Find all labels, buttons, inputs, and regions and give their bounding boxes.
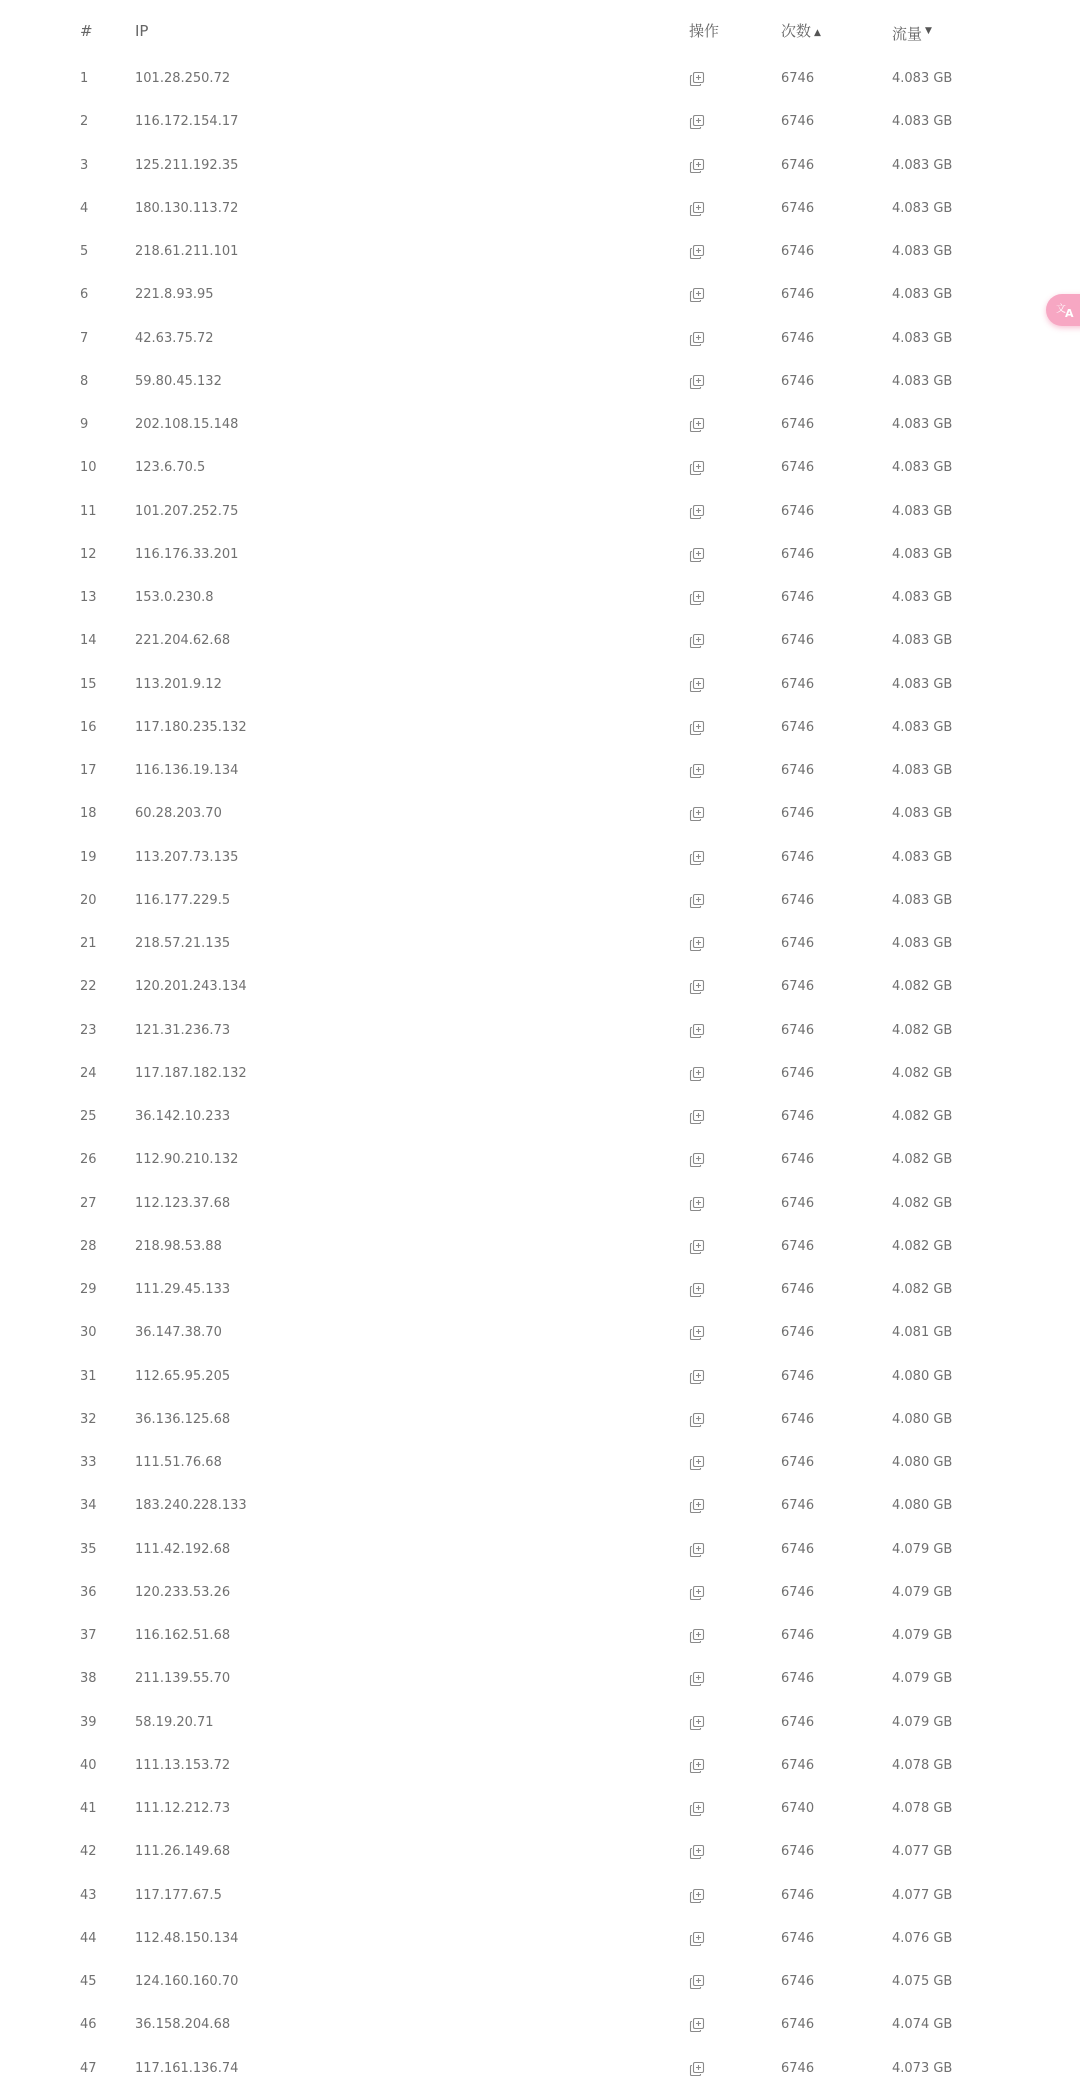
table-row [0, 1965, 1080, 2008]
table-row [0, 1360, 1080, 1403]
row-flow: 4.082 GB [892, 1022, 953, 1038]
row-ip: 180.130.113.72 [135, 200, 239, 216]
table-row [0, 149, 1080, 192]
row-ip: 125.211.192.35 [135, 157, 239, 173]
row-flow: 4.082 GB [892, 1109, 953, 1124]
row-ip: 116.136.19.134 [135, 763, 239, 778]
row-ip: 111.51.76.68 [135, 1455, 222, 1470]
row-index: 43 [80, 1887, 97, 1903]
row-count: 6746 [781, 633, 815, 649]
row-index: 32 [80, 1411, 97, 1427]
row-flow: 4.083 GB [892, 633, 953, 649]
copy-icon[interactable] [689, 1455, 705, 1471]
row-ip: 113.201.9.12 [135, 676, 222, 692]
copy-icon[interactable] [689, 1109, 705, 1125]
column-header-index: # [80, 22, 93, 40]
row-index: 45 [80, 1974, 97, 1989]
row-ip: 211.139.55.70 [135, 1671, 231, 1687]
row-ip: 202.108.15.148 [135, 417, 239, 432]
table-row [0, 408, 1080, 451]
row-index: 2 [80, 114, 89, 130]
copy-icon[interactable] [689, 1023, 705, 1039]
copy-icon[interactable] [689, 677, 705, 693]
row-flow: 4.083 GB [892, 806, 953, 822]
row-index: 36 [80, 1584, 97, 1600]
row-index: 37 [80, 1628, 97, 1643]
row-index: 40 [80, 1757, 97, 1773]
row-ip: 117.161.136.74 [135, 2060, 239, 2076]
row-ip: 59.80.45.132 [135, 373, 222, 389]
row-count: 6746 [781, 1757, 815, 1773]
row-flow: 4.083 GB [892, 417, 953, 432]
table-row [0, 1576, 1080, 1619]
row-flow: 4.080 GB [892, 1411, 953, 1427]
row-count: 6746 [781, 1974, 815, 1989]
table-row [0, 884, 1080, 927]
row-index: 16 [80, 719, 97, 735]
row-flow: 4.083 GB [892, 244, 953, 259]
copy-icon[interactable] [689, 504, 705, 520]
copy-icon[interactable] [689, 1412, 705, 1428]
row-count: 6746 [781, 1714, 815, 1730]
row-flow: 4.083 GB [892, 157, 953, 173]
row-flow: 4.083 GB [892, 719, 953, 735]
copy-icon[interactable] [689, 1671, 705, 1687]
copy-icon[interactable] [689, 1844, 705, 1860]
row-count: 6746 [781, 1541, 815, 1557]
row-flow: 4.083 GB [892, 892, 953, 908]
row-flow: 4.078 GB [892, 1757, 953, 1773]
row-index: 7 [80, 330, 89, 346]
row-flow: 4.081 GB [892, 1325, 953, 1341]
row-count: 6746 [781, 460, 815, 476]
row-ip: 112.48.150.134 [135, 1930, 239, 1946]
row-index: 38 [80, 1671, 97, 1687]
copy-icon[interactable] [689, 1974, 705, 1990]
table-row [0, 2052, 1080, 2095]
row-count: 6746 [781, 1282, 815, 1297]
copy-icon[interactable] [689, 71, 705, 87]
row-ip: 112.65.95.205 [135, 1368, 231, 1384]
row-ip: 124.160.160.70 [135, 1974, 239, 1989]
table-row [0, 1100, 1080, 1143]
row-count: 6746 [781, 979, 815, 995]
row-count: 6746 [781, 244, 815, 259]
row-flow: 4.082 GB [892, 1282, 953, 1297]
row-flow: 4.082 GB [892, 1065, 953, 1081]
table-row [0, 711, 1080, 754]
table-row [0, 668, 1080, 711]
row-index: 6 [80, 287, 89, 303]
row-index: 4 [80, 200, 89, 216]
row-flow: 4.074 GB [892, 2017, 953, 2033]
table-row [0, 1446, 1080, 1489]
sort-asc-icon[interactable]: ▲ [814, 28, 821, 38]
row-index: 25 [80, 1109, 97, 1124]
row-index: 13 [80, 590, 97, 605]
row-ip: 60.28.203.70 [135, 806, 222, 822]
copy-icon[interactable] [689, 201, 705, 217]
row-flow: 4.083 GB [892, 590, 953, 605]
copy-icon[interactable] [689, 979, 705, 995]
copy-icon[interactable] [689, 806, 705, 822]
row-count: 6746 [781, 892, 815, 908]
svg-text:A: A [1065, 307, 1074, 320]
row-ip: 121.31.236.73 [135, 1022, 231, 1038]
table-row [0, 1403, 1080, 1446]
row-index: 3 [80, 157, 89, 173]
row-flow: 4.077 GB [892, 1844, 953, 1860]
row-flow: 4.077 GB [892, 1887, 953, 1903]
copy-icon[interactable] [689, 417, 705, 433]
row-flow: 4.079 GB [892, 1671, 953, 1687]
row-flow: 4.083 GB [892, 546, 953, 562]
row-flow: 4.080 GB [892, 1455, 953, 1470]
row-flow: 4.075 GB [892, 1974, 953, 1989]
row-count: 6746 [781, 1368, 815, 1384]
column-header-flow-label: 流量 [892, 25, 923, 43]
row-ip: 116.177.229.5 [135, 892, 231, 908]
row-ip: 112.123.37.68 [135, 1195, 231, 1211]
table-body [0, 62, 1080, 2095]
table-row [0, 1489, 1080, 1532]
row-ip: 116.162.51.68 [135, 1628, 231, 1643]
row-count: 6746 [781, 114, 815, 130]
row-ip: 111.12.212.73 [135, 1801, 231, 1816]
copy-icon[interactable] [689, 1152, 705, 1168]
table-row [0, 1879, 1080, 1922]
row-index: 26 [80, 1152, 97, 1168]
row-ip: 111.13.153.72 [135, 1757, 231, 1773]
row-flow: 4.083 GB [892, 460, 953, 476]
copy-icon[interactable] [689, 1888, 705, 1904]
row-count: 6746 [781, 546, 815, 562]
copy-icon[interactable] [689, 547, 705, 563]
row-flow: 4.083 GB [892, 503, 953, 519]
copy-icon[interactable] [689, 1066, 705, 1082]
row-flow: 4.079 GB [892, 1628, 953, 1643]
row-index: 27 [80, 1195, 97, 1211]
row-count: 6746 [781, 676, 815, 692]
row-count: 6740 [781, 1801, 815, 1816]
row-index: 24 [80, 1065, 97, 1081]
column-header-count[interactable] [781, 20, 821, 44]
table-row [0, 1014, 1080, 1057]
row-ip: 120.201.243.134 [135, 979, 247, 995]
row-flow: 4.080 GB [892, 1498, 953, 1514]
row-count: 6746 [781, 806, 815, 822]
row-index: 19 [80, 849, 97, 865]
row-ip: 36.142.10.233 [135, 1109, 231, 1124]
row-flow: 4.073 GB [892, 2060, 953, 2076]
copy-icon[interactable] [689, 331, 705, 347]
table-row [0, 1706, 1080, 1749]
row-index: 18 [80, 806, 97, 822]
copy-icon[interactable] [689, 1282, 705, 1298]
row-flow: 4.079 GB [892, 1714, 953, 1730]
table-row [0, 2008, 1080, 2051]
row-ip: 117.180.235.132 [135, 719, 247, 735]
translate-button[interactable] [1046, 294, 1080, 326]
copy-icon[interactable] [689, 1628, 705, 1644]
row-flow: 4.082 GB [892, 979, 953, 995]
copy-icon[interactable] [689, 1498, 705, 1514]
row-ip: 101.207.252.75 [135, 503, 239, 519]
copy-icon[interactable] [689, 2061, 705, 2077]
table-row [0, 1187, 1080, 1230]
row-flow: 4.082 GB [892, 1195, 953, 1211]
row-index: 23 [80, 1022, 97, 1038]
row-ip: 111.26.149.68 [135, 1844, 231, 1860]
row-count: 6746 [781, 287, 815, 303]
table-row [0, 538, 1080, 581]
row-flow: 4.083 GB [892, 330, 953, 346]
row-flow: 4.083 GB [892, 287, 953, 303]
table-row [0, 624, 1080, 667]
table-row [0, 1619, 1080, 1662]
row-index: 22 [80, 979, 97, 995]
row-count: 6746 [781, 1844, 815, 1860]
copy-icon[interactable] [689, 158, 705, 174]
copy-icon[interactable] [689, 1542, 705, 1558]
copy-icon[interactable] [689, 244, 705, 260]
copy-icon[interactable] [689, 1715, 705, 1731]
row-ip: 111.29.45.133 [135, 1282, 231, 1297]
row-ip: 218.61.211.101 [135, 244, 239, 259]
row-count: 6746 [781, 2060, 815, 2076]
table-row [0, 581, 1080, 624]
table-row [0, 1792, 1080, 1835]
row-flow: 4.076 GB [892, 1930, 953, 1946]
table-row [0, 451, 1080, 494]
row-ip: 112.90.210.132 [135, 1152, 239, 1168]
row-flow: 4.083 GB [892, 849, 953, 865]
row-flow: 4.082 GB [892, 1238, 953, 1254]
row-flow: 4.083 GB [892, 936, 953, 951]
row-index: 28 [80, 1238, 97, 1254]
row-index: 46 [80, 2017, 97, 2033]
table-row [0, 105, 1080, 148]
row-index: 33 [80, 1455, 97, 1470]
row-count: 6746 [781, 1887, 815, 1903]
row-ip: 117.177.67.5 [135, 1887, 222, 1903]
row-count: 6746 [781, 330, 815, 346]
table-row [0, 1922, 1080, 1965]
table-row [0, 365, 1080, 408]
row-count: 6746 [781, 1584, 815, 1600]
table-row [0, 1143, 1080, 1186]
copy-icon[interactable] [689, 374, 705, 390]
row-index: 15 [80, 676, 97, 692]
row-index: 17 [80, 763, 97, 778]
row-count: 6746 [781, 157, 815, 173]
copy-icon[interactable] [689, 936, 705, 952]
row-index: 30 [80, 1325, 97, 1341]
table-row [0, 1533, 1080, 1576]
row-ip: 120.233.53.26 [135, 1584, 231, 1600]
copy-icon[interactable] [689, 633, 705, 649]
row-count: 6746 [781, 1065, 815, 1081]
copy-icon[interactable] [689, 763, 705, 779]
copy-icon[interactable] [689, 590, 705, 606]
copy-icon[interactable] [689, 1325, 705, 1341]
row-count: 6746 [781, 1238, 815, 1254]
copy-icon[interactable] [689, 2017, 705, 2033]
row-count: 6746 [781, 1628, 815, 1643]
row-count: 6746 [781, 373, 815, 389]
table-row [0, 1230, 1080, 1273]
table-row [0, 495, 1080, 538]
row-count: 6746 [781, 71, 815, 86]
row-count: 6746 [781, 1930, 815, 1946]
row-index: 35 [80, 1541, 97, 1557]
row-count: 6746 [781, 503, 815, 519]
row-count: 6746 [781, 1325, 815, 1341]
copy-icon[interactable] [689, 893, 705, 909]
row-index: 21 [80, 936, 97, 951]
row-count: 6746 [781, 2017, 815, 2033]
row-ip: 183.240.228.133 [135, 1498, 247, 1514]
table-row [0, 970, 1080, 1013]
table-row [0, 278, 1080, 321]
row-ip: 36.136.125.68 [135, 1411, 231, 1427]
row-ip: 36.147.38.70 [135, 1325, 222, 1341]
table-row [0, 1273, 1080, 1316]
row-ip: 123.6.70.5 [135, 460, 206, 476]
row-ip: 221.8.93.95 [135, 287, 214, 303]
row-ip: 218.57.21.135 [135, 936, 231, 951]
copy-icon[interactable] [689, 460, 705, 476]
table-row [0, 1835, 1080, 1878]
row-ip: 153.0.230.8 [135, 590, 214, 605]
row-ip: 221.204.62.68 [135, 633, 231, 649]
table-row [0, 841, 1080, 884]
table-header [0, 0, 1080, 62]
row-index: 1 [80, 71, 89, 86]
row-ip: 58.19.20.71 [135, 1714, 214, 1730]
row-ip: 113.207.73.135 [135, 849, 239, 865]
row-index: 14 [80, 633, 97, 649]
row-ip: 116.172.154.17 [135, 114, 239, 130]
table-row [0, 235, 1080, 278]
row-ip: 116.176.33.201 [135, 546, 239, 562]
row-flow: 4.083 GB [892, 763, 953, 778]
row-count: 6746 [781, 849, 815, 865]
copy-icon[interactable] [689, 1585, 705, 1601]
row-ip: 111.42.192.68 [135, 1541, 231, 1557]
table-row [0, 1057, 1080, 1100]
row-count: 6746 [781, 719, 815, 735]
row-flow: 4.079 GB [892, 1584, 953, 1600]
table-row [0, 927, 1080, 970]
row-flow: 4.083 GB [892, 373, 953, 389]
row-index: 8 [80, 373, 89, 389]
row-ip: 36.158.204.68 [135, 2017, 231, 2033]
column-header-action: 操作 [689, 22, 720, 40]
table-row [0, 754, 1080, 797]
copy-icon[interactable] [689, 1239, 705, 1255]
row-flow: 4.078 GB [892, 1801, 953, 1816]
row-index: 34 [80, 1498, 97, 1514]
row-index: 39 [80, 1714, 97, 1730]
row-index: 44 [80, 1930, 97, 1946]
row-index: 9 [80, 417, 89, 432]
row-index: 20 [80, 892, 97, 908]
table-row [0, 62, 1080, 105]
row-ip: 101.28.250.72 [135, 71, 231, 86]
row-count: 6746 [781, 1498, 815, 1514]
copy-icon[interactable] [689, 1931, 705, 1947]
row-ip: 42.63.75.72 [135, 330, 214, 346]
row-flow: 4.083 GB [892, 200, 953, 216]
row-flow: 4.082 GB [892, 1152, 953, 1168]
row-count: 6746 [781, 417, 815, 432]
column-header-flow[interactable] [892, 20, 932, 45]
copy-icon[interactable] [689, 720, 705, 736]
row-flow: 4.083 GB [892, 114, 953, 130]
copy-icon[interactable] [689, 1369, 705, 1385]
table-row [0, 192, 1080, 235]
copy-icon[interactable] [689, 287, 705, 303]
copy-icon[interactable] [689, 1801, 705, 1817]
column-header-ip[interactable]: IP [135, 22, 149, 40]
row-count: 6746 [781, 1109, 815, 1124]
table-row [0, 1316, 1080, 1359]
row-index: 41 [80, 1801, 97, 1816]
table-row [0, 797, 1080, 840]
row-flow: 4.080 GB [892, 1368, 953, 1384]
translate-icon [1055, 300, 1077, 320]
copy-icon[interactable] [689, 114, 705, 130]
row-count: 6746 [781, 1022, 815, 1038]
row-count: 6746 [781, 1455, 815, 1470]
row-count: 6746 [781, 763, 815, 778]
table-row [0, 322, 1080, 365]
table-row [0, 1749, 1080, 1792]
row-count: 6746 [781, 1152, 815, 1168]
row-count: 6746 [781, 1195, 815, 1211]
row-index: 5 [80, 244, 89, 259]
copy-icon[interactable] [689, 1196, 705, 1212]
row-index: 47 [80, 2060, 97, 2076]
row-index: 29 [80, 1282, 97, 1297]
table-row [0, 1662, 1080, 1705]
column-header-count-label: 次数 [781, 22, 812, 40]
row-flow: 4.083 GB [892, 676, 953, 692]
row-index: 10 [80, 460, 97, 476]
row-ip: 117.187.182.132 [135, 1065, 247, 1081]
row-ip: 218.98.53.88 [135, 1238, 222, 1254]
row-count: 6746 [781, 200, 815, 216]
row-flow: 4.083 GB [892, 71, 953, 86]
sort-desc-icon[interactable]: ▼ [925, 26, 932, 36]
row-index: 12 [80, 546, 97, 562]
row-index: 11 [80, 503, 97, 519]
row-index: 42 [80, 1844, 97, 1860]
row-count: 6746 [781, 1671, 815, 1687]
copy-icon[interactable] [689, 850, 705, 866]
row-flow: 4.079 GB [892, 1541, 953, 1557]
svg-text:文: 文 [1056, 304, 1066, 315]
row-count: 6746 [781, 590, 815, 605]
copy-icon[interactable] [689, 1758, 705, 1774]
row-count: 6746 [781, 936, 815, 951]
row-count: 6746 [781, 1411, 815, 1427]
row-index: 31 [80, 1368, 97, 1384]
